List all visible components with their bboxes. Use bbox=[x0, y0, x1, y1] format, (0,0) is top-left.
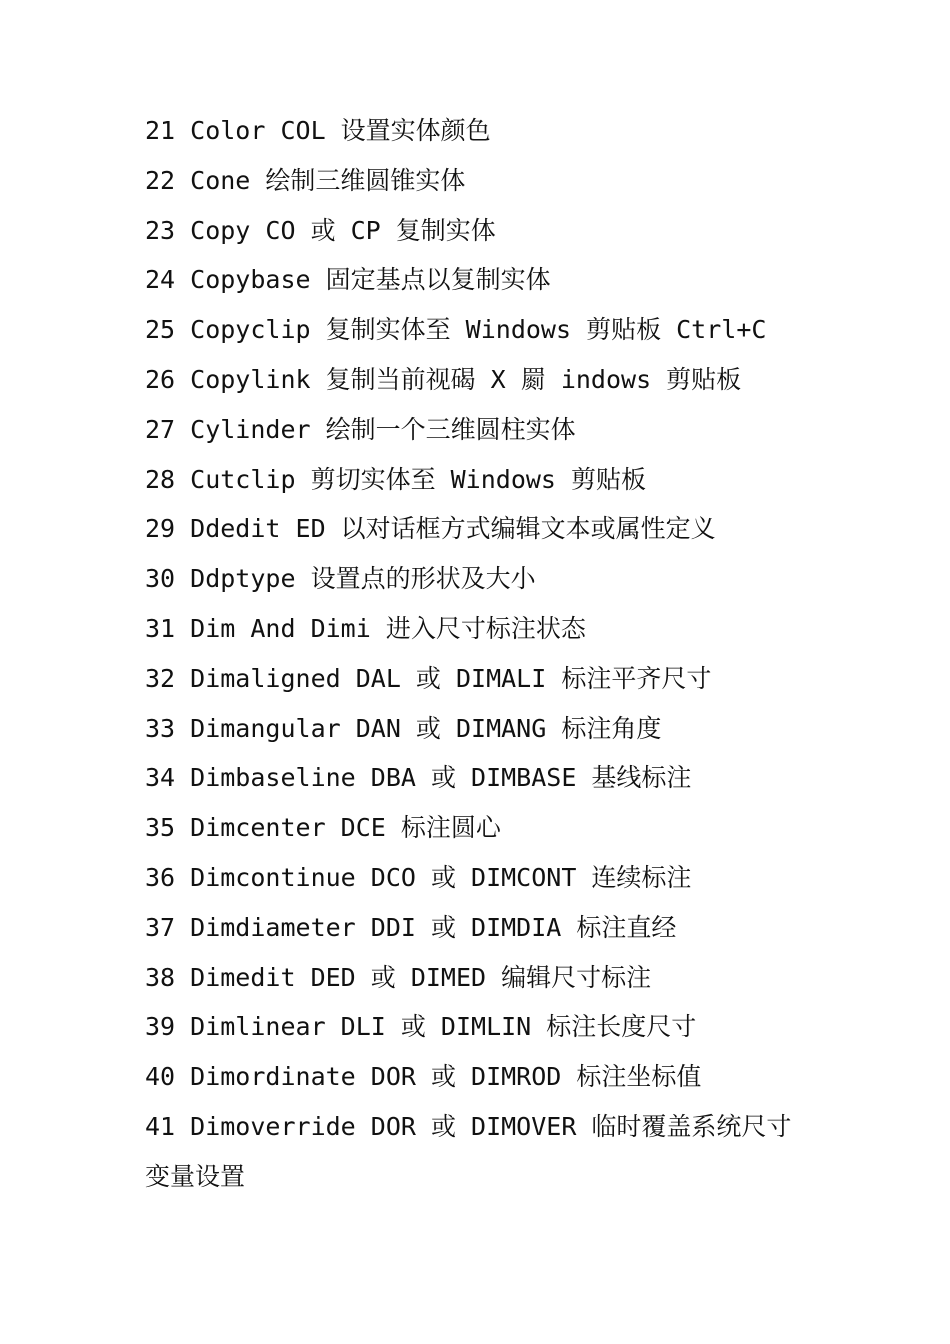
list-item: 40 Dimordinate DOR 或 DIMROD 标注坐标值 bbox=[145, 1062, 702, 1092]
list-item-wrapped: 41 Dimoverride DOR 或 DIMOVER 临时覆盖系统尺寸变量设置 bbox=[145, 1111, 792, 1191]
command-list bbox=[145, 106, 825, 1202]
list-item: 33 Dimangular DAN 或 DIMANG 标注角度 bbox=[145, 713, 662, 743]
list-item: 38 Dimedit DED 或 DIMED 编辑尺寸标注 bbox=[145, 962, 652, 992]
list-item: 26 Copylink 复制当前视碣 X 罽 indows 剪贴板 bbox=[145, 364, 742, 394]
list-item: 35 Dimcenter DCE 标注圆心 bbox=[145, 813, 501, 843]
list-item: 23 Copy CO 或 CP 复制实体 bbox=[145, 215, 496, 245]
list-item: 31 Dim And Dimi 进入尺寸标注状态 bbox=[145, 613, 586, 643]
list-item: 29 Ddedit ED 以对话框方式编辑文本或属性定义 bbox=[145, 514, 716, 544]
list-item: 21 Color COL 设置实体颜色 bbox=[145, 116, 491, 145]
list-item: 24 Copybase 固定基点以复制实体 bbox=[145, 265, 551, 295]
list-item: 25 Copyclip 复制实体至 Windows 剪贴板 Ctrl+C bbox=[145, 315, 767, 345]
list-item: 37 Dimdiameter DDI 或 DIMDIA 标注直经 bbox=[145, 912, 677, 942]
list-item: 32 Dimaligned DAL 或 DIMALI 标注平齐尺寸 bbox=[145, 663, 712, 693]
list-item: 22 Cone 绘制三维圆锥实体 bbox=[145, 165, 466, 195]
list-item: 39 Dimlinear DLI 或 DIMLIN 标注长度尺寸 bbox=[145, 1012, 697, 1042]
list-item: 30 Ddptype 设置点的形状及大小 bbox=[145, 564, 536, 594]
list-item: 34 Dimbaseline DBA 或 DIMBASE 基线标注 bbox=[145, 763, 692, 793]
list-item: 36 Dimcontinue DCO 或 DIMCONT 连续标注 bbox=[145, 862, 692, 892]
list-item: 28 Cutclip 剪切实体至 Windows 剪贴板 bbox=[145, 464, 647, 494]
list-item: 27 Cylinder 绘制一个三维圆柱实体 bbox=[145, 414, 576, 444]
